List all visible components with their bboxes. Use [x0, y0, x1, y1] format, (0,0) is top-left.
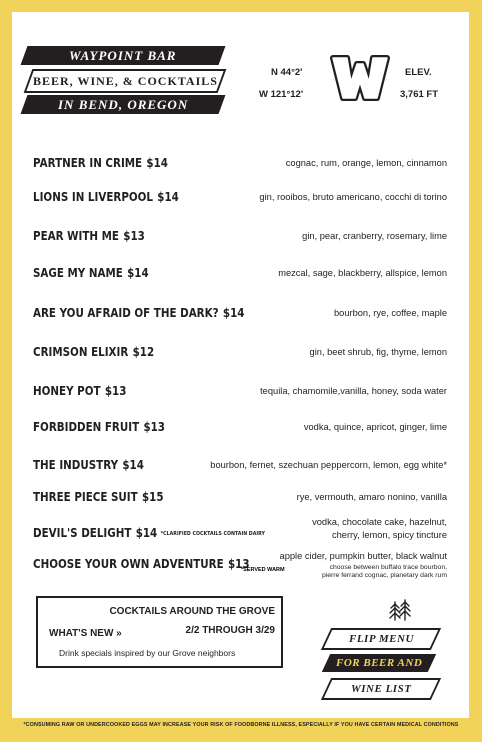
item-price: $14 [146, 156, 168, 170]
item-name: HONEY POT [33, 384, 101, 398]
item-price: $13 [227, 557, 250, 571]
item-ingredients: apple cider, pumpkin butter, black walnut [279, 551, 447, 561]
elevation-value: 3,761 FT [400, 89, 439, 100]
item-ingredients: vodka, quince, apricot, ginger, lime [303, 422, 447, 432]
elevation-label: ELEV. [405, 67, 432, 78]
flip-menu-beer-label: FOR BEER AND [322, 654, 436, 672]
item-name: FORBIDDEN FRUIT [33, 420, 140, 434]
banner-tagline: BEER, WINE, & COCKTAILS [24, 69, 227, 93]
banner-bar-name: WAYPOINT BAR [21, 46, 226, 65]
item-ingredients: rye, vermouth, amaro nonino, vanilla [296, 492, 447, 502]
item-name: THE INDUSTRY [33, 458, 119, 472]
item-name: PARTNER IN CRIME [33, 156, 143, 170]
item-name: ARE YOU AFRAID OF THE DARK? [33, 306, 219, 320]
flip-menu-label: FLIP MENU [321, 628, 441, 650]
item-name: SAGE MY NAME [33, 266, 123, 280]
item-name: CHOOSE YOUR OWN ADVENTURE [33, 557, 224, 571]
item-ingredients-line-2: cherry, lemon, spicy tincture [331, 530, 447, 540]
item-name: PEAR WITH ME [33, 229, 119, 243]
item-price: $12 [132, 345, 155, 359]
item-ingredients: cognac, rum, orange, lemon, cinnamon [285, 158, 447, 168]
longitude: W 121°12' [259, 89, 304, 100]
waypoint-w-logo-icon [329, 52, 391, 102]
item-ingredients: bourbon, fernet, szechuan peppercorn, lemon, egg white* [210, 460, 447, 470]
item-ingredients: gin, beet shrub, fig, thyme, lemon [309, 347, 447, 357]
item-price: $13 [104, 384, 127, 398]
item-price: $14 [135, 526, 158, 540]
latitude: N 44°2' [271, 67, 303, 78]
item-name: DEVIL'S DELIGHT [33, 526, 132, 540]
grove-specials-box [36, 596, 283, 668]
item-name: CRIMSON ELIXIR [33, 345, 129, 359]
grove-description: Drink specials inspired by our Grove neighbors [59, 648, 236, 658]
item-note: *SERVED WARM [241, 567, 285, 573]
item-ingredients: bourbon, rye, coffee, maple [333, 308, 447, 318]
grove-dates: 2/2 THROUGH 3/29 [185, 625, 275, 636]
item-price: $14 [222, 306, 245, 320]
item-ingredients: gin, pear, cranberry, rosemary, lime [302, 231, 447, 241]
item-ingredients-line-1: vodka, chocolate cake, hazelnut, [312, 517, 447, 527]
whats-new-label: WHAT'S NEW » [49, 628, 122, 639]
item-price: $14 [127, 266, 149, 280]
item-sub-line-1: choose between buffalo trace bourbon, [329, 564, 447, 571]
item-price: $14 [157, 190, 179, 204]
item-note: *CLARIFIED COCKTAILS CONTAIN DAIRY [160, 530, 265, 537]
pine-trees-icon [388, 598, 412, 622]
item-ingredients: mezcal, sage, blackberry, allspice, lemon [278, 268, 447, 278]
item-price: $14 [122, 458, 144, 472]
grove-title: COCKTAILS AROUND THE GROVE [109, 606, 275, 617]
flip-menu-wine-label: WINE LIST [321, 678, 441, 700]
item-price: $13 [123, 229, 145, 243]
item-price: $13 [143, 420, 165, 434]
item-ingredients: tequila, chamomile,vanilla, honey, soda water [260, 386, 447, 396]
item-name: LIONS IN LIVERPOOL [33, 190, 154, 204]
item-sub-line-2: pierre ferrand cognac, planetary dark rum [321, 572, 447, 579]
item-ingredients: gin, rooibos, bruto americano, cocchi di torino [259, 192, 447, 202]
item-name: THREE PIECE SUIT [33, 490, 138, 504]
item-price: $15 [141, 490, 164, 504]
raw-egg-disclaimer: *CONSUMING RAW OR UNDERCOOKED EGGS MAY INCREASE YOUR RISK OF FOODBORNE ILLNESS, ESPECIALLY IF YOU HAVE CERTAIN MEDICAL CONDITIONS [23, 722, 459, 728]
banner-location: IN BEND, OREGON [21, 95, 226, 114]
